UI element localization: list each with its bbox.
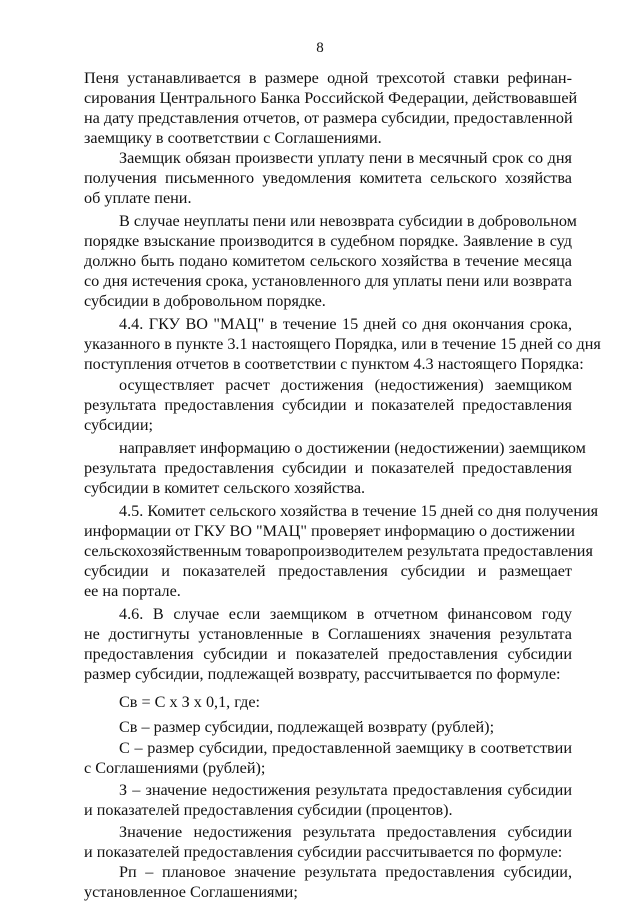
text-line: результата предоставления субсидии и показателей предоставления — [84, 396, 572, 414]
text-line: 4.6. В случае если заемщиком в отчетном финансовом году — [119, 605, 572, 623]
text-line: С – размер субсидии, предоставленной заемщику в соответствии — [119, 739, 572, 757]
text-line: результата предоставления субсидии и показателей предоставления — [84, 459, 572, 477]
text-line: субсидии в комитет сельского хозяйства. — [84, 479, 366, 497]
text-line: Значение недостижения результата предоставления субсидии — [119, 823, 572, 841]
text-line: заемщику в соответствии с Соглашениями. — [84, 129, 382, 147]
text-line: Рп – плановое значение результата предоставления субсидии, — [119, 863, 572, 881]
text-line: и показателей предоставления субсидии (процентов). — [84, 801, 453, 819]
text-line: субсидии в добровольном порядке. — [84, 292, 326, 310]
text-line: с Соглашениями (рублей); — [84, 759, 266, 777]
text-line: 4.5. Комитет сельского хозяйства в течение 15 дней со дня получения — [119, 502, 599, 520]
formula-sv: Св = С х З х 0,1, где: — [119, 693, 261, 711]
text-line: субсидии; — [84, 416, 153, 434]
text-line: 4.4. ГКУ ВО "МАЦ" в течение 15 дней со дня окончания срока, — [119, 315, 572, 333]
text-line: установленное Соглашениями; — [84, 883, 298, 901]
text-line: об уплате пени. — [84, 189, 192, 207]
page-number: 8 — [316, 40, 324, 56]
text-line: субсидии и показателей предоставления субсидии и размещает — [84, 562, 572, 580]
text-line: указанного в пункте 3.1 настоящего Порядка, или в течение 15 дней со дня — [84, 335, 601, 353]
text-line: Пеня устанавливается в размере одной трехсотой ставки рефинан- — [84, 69, 572, 87]
text-line: осуществляет расчет достижения (недостижения) заемщиком — [119, 376, 572, 394]
text-line: должно быть подано комитетом сельского хозяйства в течение месяца — [84, 252, 572, 270]
text-line: В случае неуплаты пени или невозврата субсидии в добровольном — [119, 212, 577, 230]
text-line: на дату представления отчетов, от размера субсидии, предоставленной — [84, 109, 573, 127]
text-line: З – значение недостижения результата предоставления субсидии — [119, 781, 572, 799]
text-line: со дня истечения срока, установленного для уплаты пени или возврата — [84, 272, 572, 290]
text-line: ее на портале. — [84, 582, 181, 600]
text-line: не достигнуты установленные в Соглашениях значения результата — [84, 625, 572, 643]
text-line: направляет информацию о достижении (недостижении) заемщиком — [119, 439, 586, 457]
text-line: Св – размер субсидии, подлежащей возврату (рублей); — [119, 718, 495, 736]
text-line: порядке взыскание производится в судебном порядке. Заявление в суд — [84, 232, 572, 250]
text-line: информации от ГКУ ВО "МАЦ" проверяет информацию о достижении — [84, 522, 575, 540]
text-line: размер субсидии, подлежащей возврату, рассчитывается по формуле: — [84, 665, 561, 683]
text-line: Заемщик обязан произвести уплату пени в месячный срок со дня — [119, 149, 572, 167]
text-line: сельскохозяйственным товаропроизводителем результата предоставления — [84, 542, 593, 560]
text-line: предоставления субсидии и показателей предоставления субсидии — [84, 645, 572, 663]
text-line: и показателей предоставления субсидии рассчитывается по формуле: — [84, 843, 563, 861]
text-line: получения письменного уведомления комитета сельского хозяйства — [84, 169, 572, 187]
text-line: сирования Центрального Банка Российской Федерации, действовавшей — [84, 89, 578, 107]
text-line: поступления отчетов в соответствии с пунктом 4.3 настоящего Порядка: — [84, 355, 584, 373]
